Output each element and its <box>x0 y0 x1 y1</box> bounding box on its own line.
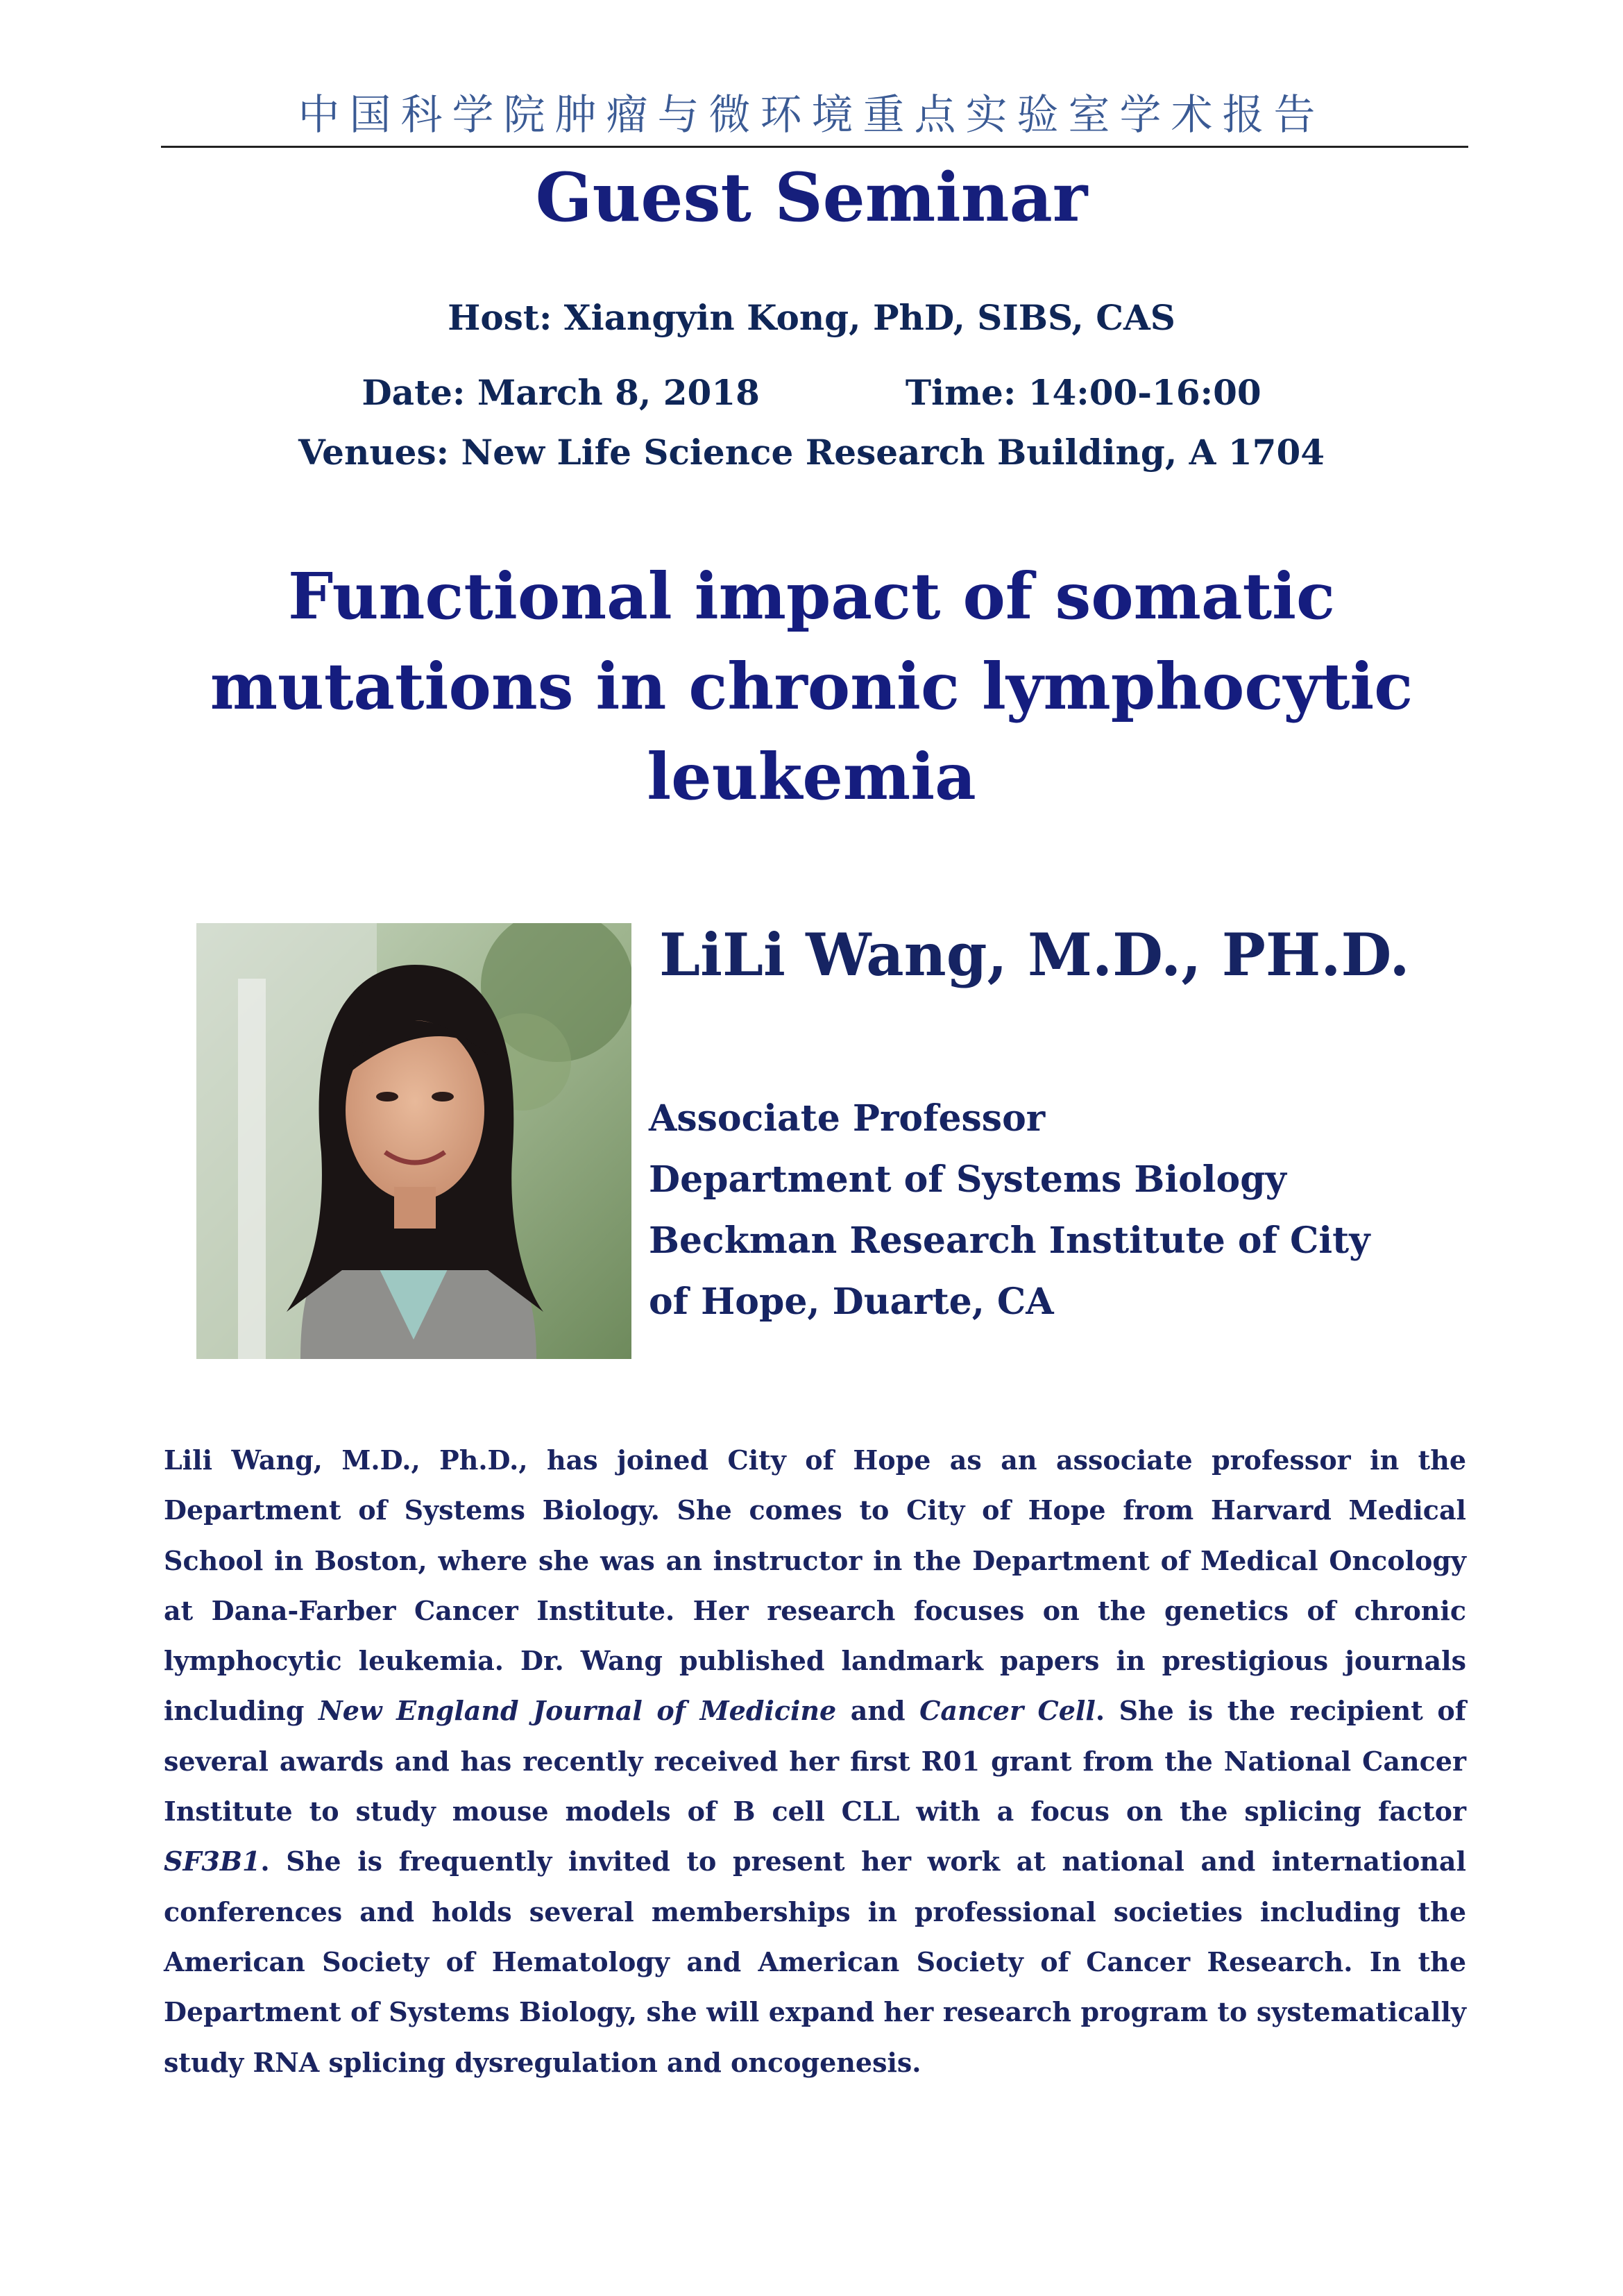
speaker-photo <box>196 923 631 1359</box>
header-divider <box>161 146 1468 148</box>
affiliation-line: Associate Professor <box>649 1097 1046 1140</box>
affiliation-line: of Hope, Duarte, CA <box>649 1281 1054 1323</box>
talk-title-line: Functional impact of somatic <box>287 559 1336 634</box>
affiliation-line: Department of Systems Biology <box>649 1158 1286 1201</box>
bio-text: Lili Wang, M.D., Ph.D., has joined City of Hope as an associate professor in the Department of Systems Biology. She comes to City of Hope from Harvard Medical School in Boston, where she was an instructor in the Department of Medical Oncology at Dana-Farber Cancer Institute. Her research focuses on the genetics of chronic lymphocytic leukemia. Dr. Wang published landmark papers in prestigious journals including <box>164 1444 1466 1727</box>
institution-header: 中国科学院肿瘤与微环境重点实验室学术报告 <box>298 91 1325 140</box>
bio-text: . She is frequently invited to present her work at national and international conferences and holds several memberships in professional societies including the American Society of Hematology and American Society of Cancer Research. In the Department of Systems Biology, she will expand her research program to systematically study RNA splicing dysregulation and oncogenesis. <box>164 1846 1466 2078</box>
bio-text: . She is the recipient of several awards and has recently received her first R01 grant from the National Cancer Institute to study mouse models of B cell CLL with a focus on the splicing factor <box>164 1695 1467 1827</box>
seminar-title: Guest Seminar <box>535 158 1088 237</box>
host-line: Host: Xiangyin Kong, PhD, SIBS, CAS <box>448 297 1175 338</box>
date-text: Date: March 8, 2018 <box>362 372 760 413</box>
talk-title-line: mutations in chronic lymphocytic <box>210 649 1413 724</box>
speaker-bio <box>164 1435 1466 2088</box>
bio-text: and <box>836 1695 920 1727</box>
time-text: Time: 14:00-16:00 <box>905 372 1261 413</box>
gene-name: SF3B1 <box>164 1846 261 1877</box>
date-time-line <box>0 372 1623 413</box>
speaker-name: LiLi Wang, M.D., PH.D. <box>659 920 1410 989</box>
journal-name: New England Journal of Medicine <box>318 1695 837 1727</box>
venue-line: Venues: New Life Science Research Building, A 1704 <box>298 432 1325 473</box>
talk-title <box>139 551 1484 822</box>
affiliation-line: Beckman Research Institute of City <box>649 1219 1370 1262</box>
speaker-affiliation <box>649 1088 1370 1333</box>
journal-name: Cancer Cell <box>919 1695 1096 1727</box>
talk-title-line: leukemia <box>647 739 976 814</box>
